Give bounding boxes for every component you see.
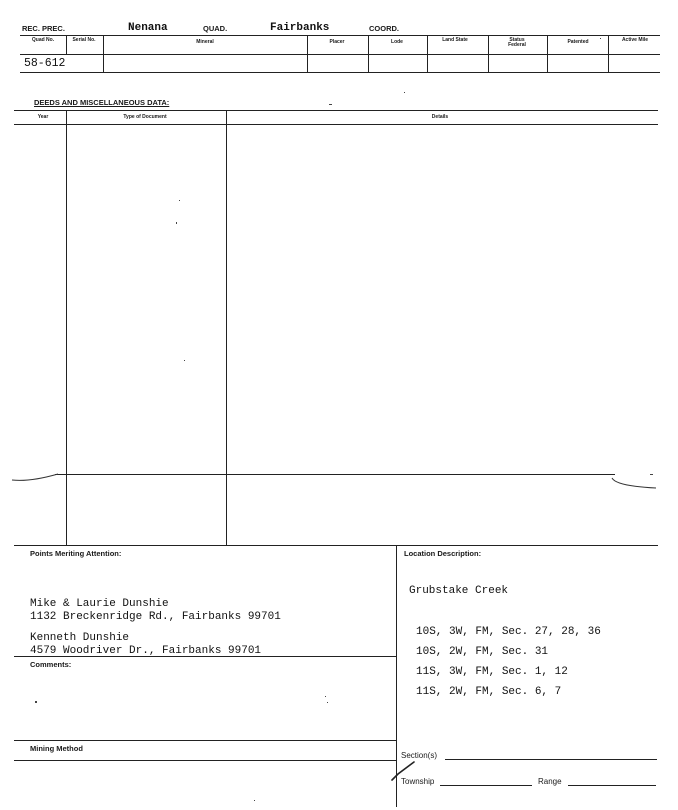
coord-label: COORD. [369,24,399,33]
rec-prec-value: Nenana [128,22,168,34]
location-description-label: Location Description: [404,549,482,558]
col-land-state: Land State [442,37,468,43]
rec-prec-label: REC. PREC. [22,24,65,33]
col-year: Year [37,114,49,120]
col-quad-no: Quad No. [31,37,55,43]
page-curl-left [10,468,60,484]
deeds-title: DEEDS AND MISCELLANEOUS DATA: [34,98,170,107]
col-patented: Patented [567,39,589,45]
col-serial-no: Serial No. [72,37,96,43]
owner-line-3: Kenneth Dunshie [30,632,130,644]
range-label: Range [538,777,562,786]
comments-label: Comments: [30,660,72,669]
col-lode: Lode [391,39,403,45]
sections-label: Section(s) [401,751,438,760]
location-line-4: 11S, 2W, FM, Sec. 6, 7 [416,686,562,698]
col-active-mile: Active Mile [621,37,649,43]
quad-no-value: 58-612 [24,57,66,70]
col-status-federal: Status Federal [508,37,526,48]
owner-line-1: Mike & Laurie Dunshie [30,598,169,610]
location-line-2: 10S, 2W, FM, Sec. 31 [416,646,549,658]
quad-label: QUAD. [203,24,228,33]
township-label: Township [401,777,435,786]
points-label: Points Meriting Attention: [30,549,122,558]
location-line-3: 11S, 3W, FM, Sec. 1, 12 [416,666,568,678]
location-line-1: 10S, 3W, FM, Sec. 27, 28, 36 [416,626,601,638]
page-curl-right [610,470,660,490]
location-name: Grubstake Creek [409,585,509,597]
col-mineral: Mineral [196,39,214,45]
owner-line-2: 1132 Breckenridge Rd., Fairbanks 99701 [30,611,281,623]
col-type-of-document: Type of Document [123,114,167,120]
mining-method-label: Mining Method [30,744,83,753]
col-details: Details [431,114,449,120]
quad-value: Fairbanks [270,22,330,34]
col-placer: Placer [329,39,345,45]
owner-line-4: 4579 Woodriver Dr., Fairbanks 99701 [30,645,262,657]
